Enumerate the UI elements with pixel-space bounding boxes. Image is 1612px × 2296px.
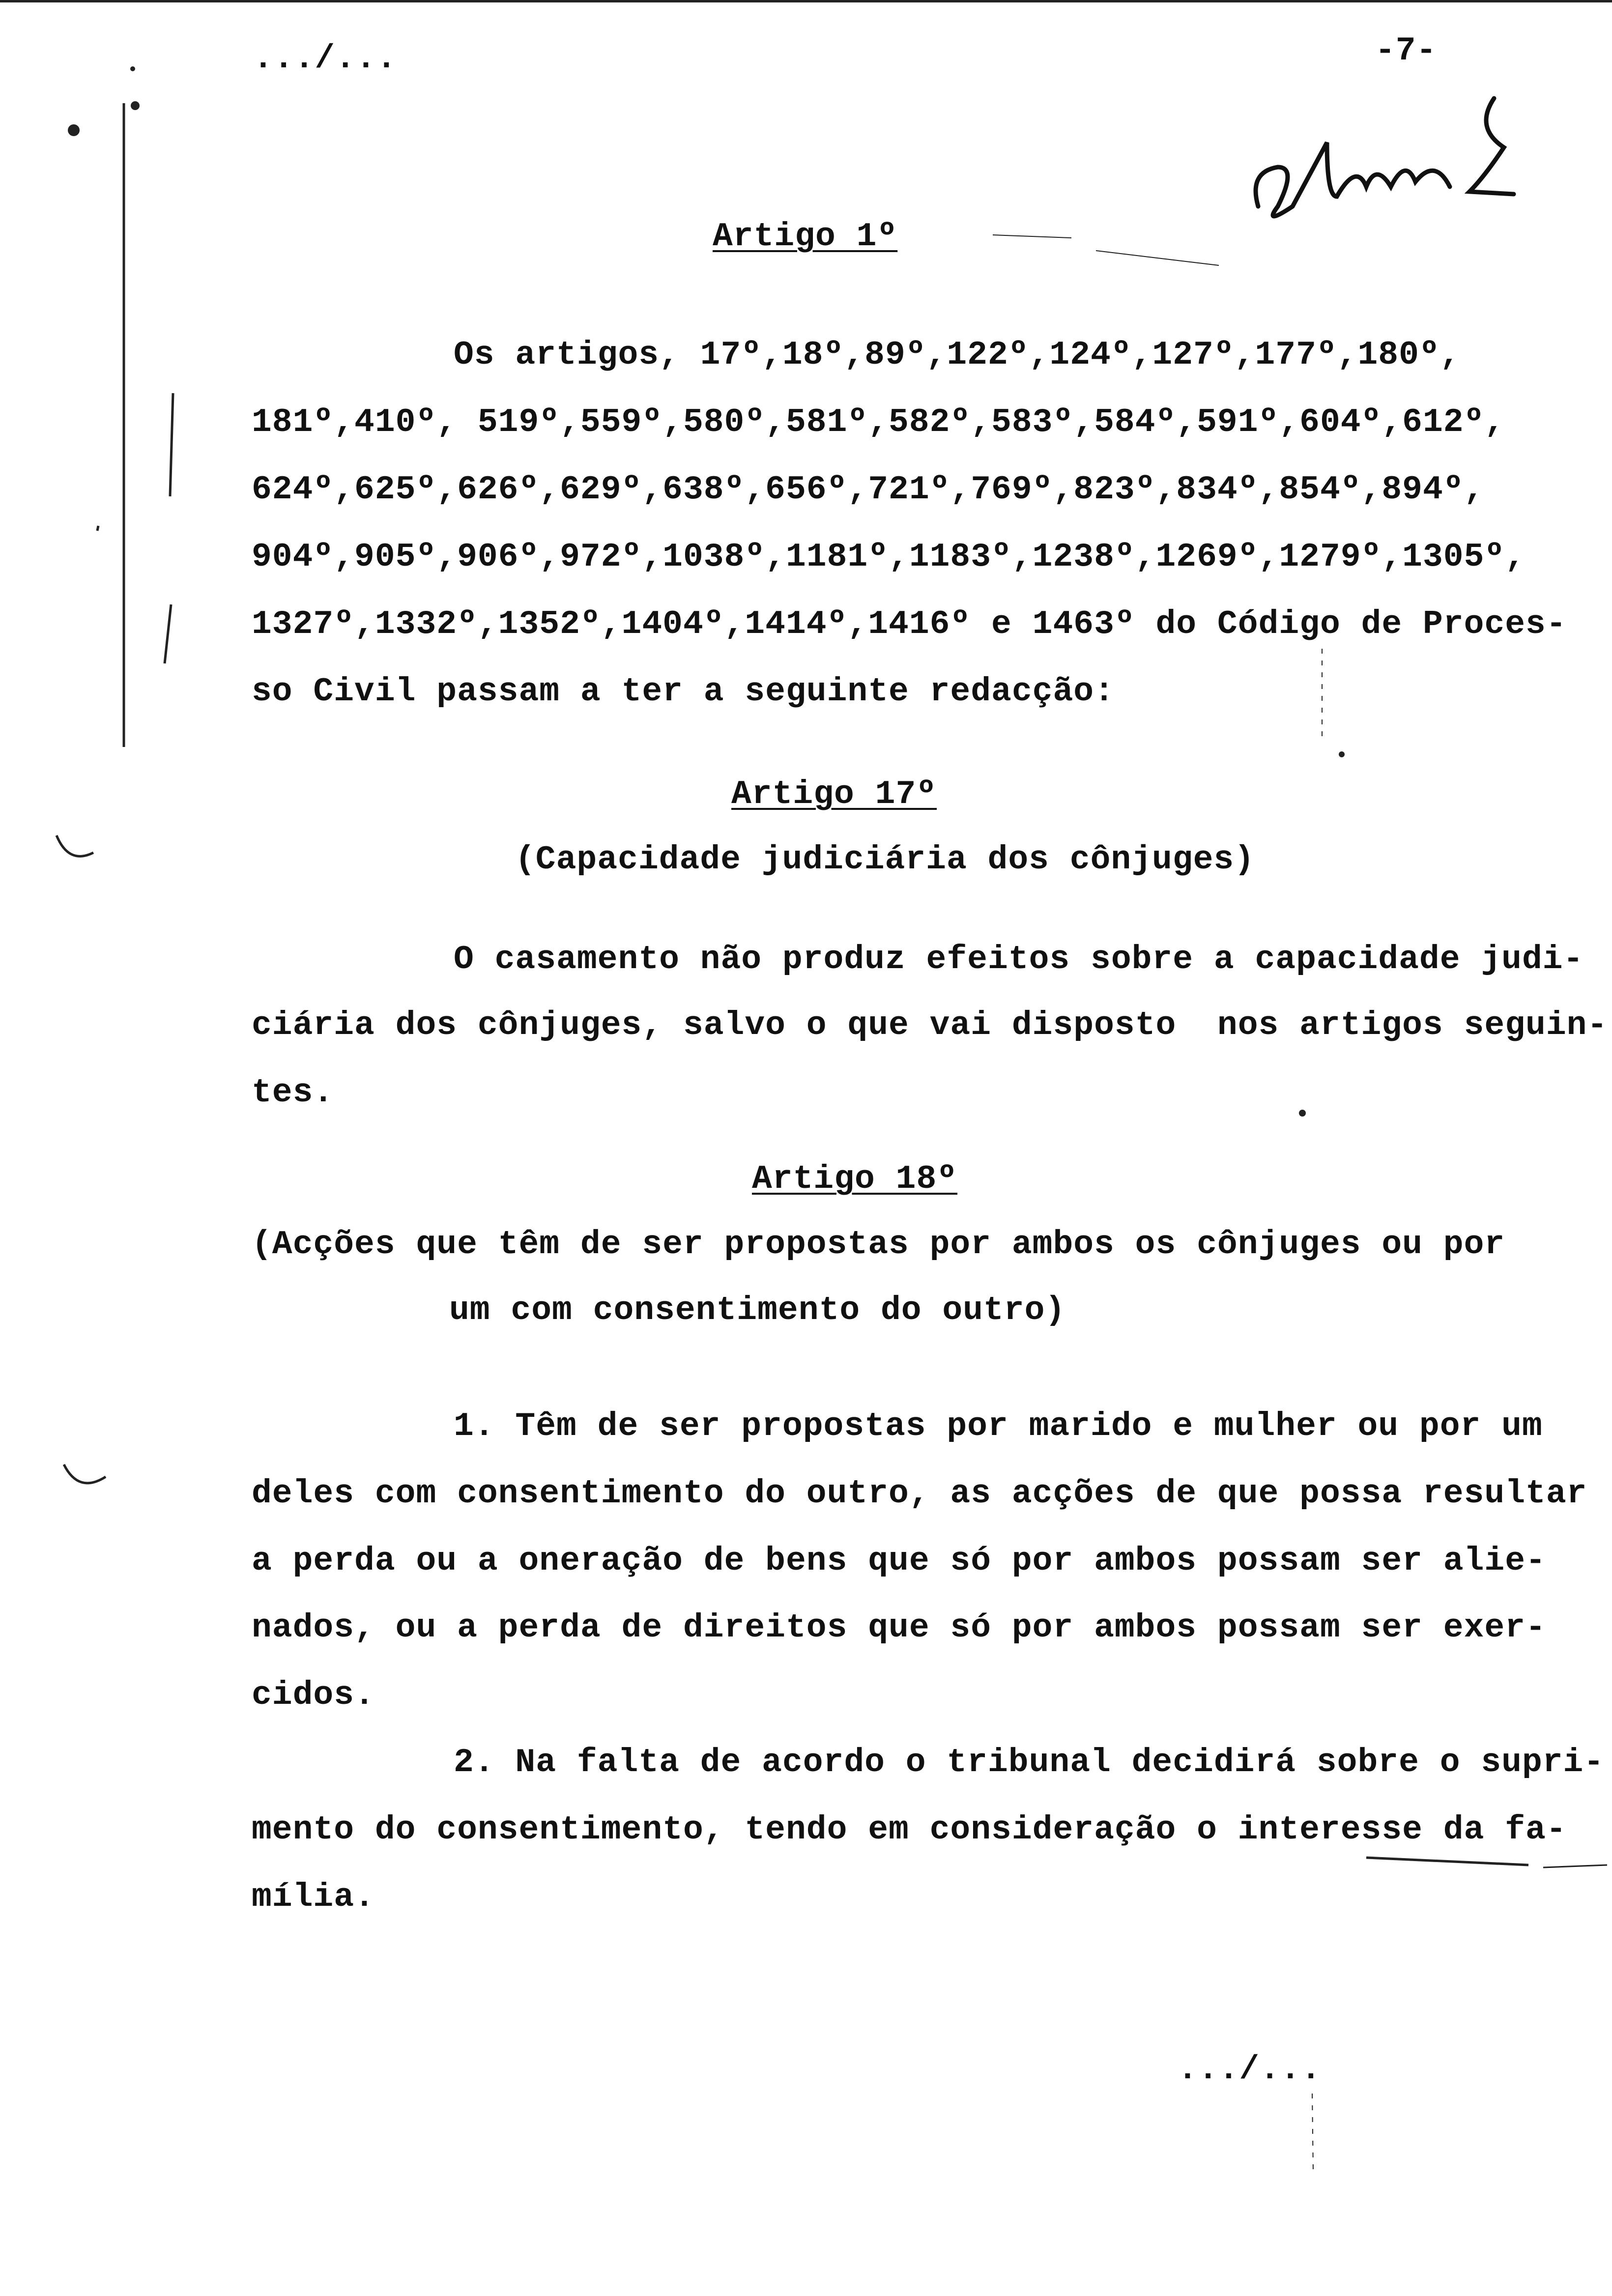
paragraph-1-line: 1. Têm de ser propostas por marido e mulher ou por um bbox=[454, 1407, 1543, 1445]
article-17-line: O casamento não produz efeitos sobre a capacidade judi- bbox=[454, 941, 1584, 978]
paragraph-1-line: a perda ou a oneração de bens que só por ambos possam ser alie- bbox=[252, 1542, 1546, 1580]
article-18-subtitle: (Acções que têm de ser propostas por ambos os cônjuges ou por bbox=[252, 1226, 1505, 1263]
article-1-line: 1327º,1332º,1352º,1404º,1414º,1416º e 1463º do Código de Proces- bbox=[252, 605, 1567, 643]
article-1-line: 904º,905º,906º,972º,1038º,1181º,1183º,1238º,1269º,1279º,1305º, bbox=[252, 538, 1526, 576]
article-17-line: ciária dos cônjuges, salvo o que vai disposto nos artigos seguin- bbox=[252, 1006, 1608, 1044]
article-17-subtitle: (Capacidade judiciária dos cônjuges) bbox=[515, 841, 1255, 879]
article-1-line: 181º,410º, 519º,559º,580º,581º,582º,583º,584º,591º,604º,612º, bbox=[252, 403, 1505, 441]
article-17-line: tes. bbox=[252, 1074, 334, 1112]
article-17-heading: Artigo 17º bbox=[731, 775, 937, 813]
paragraph-1-line: nados, ou a perda de direitos que só por ambos possam ser exer- bbox=[252, 1609, 1546, 1647]
continuation-marker-top: .../... bbox=[253, 40, 397, 78]
article-18-subtitle: um com consentimento do outro) bbox=[449, 1292, 1066, 1329]
paragraph-2-line: mília. bbox=[252, 1878, 375, 1916]
paragraph-2-line: mento do consentimento, tendo em consideração o interesse da fa- bbox=[252, 1811, 1567, 1849]
article-1-line: so Civil passam a ter a seguinte redacção: bbox=[252, 673, 1115, 711]
signature-mark bbox=[1256, 98, 1514, 216]
page-number: -7- bbox=[1375, 32, 1437, 70]
article-1-line: Os artigos, 17º,18º,89º,122º,124º,127º,177º,180º, bbox=[454, 336, 1461, 374]
article-18-heading: Artigo 18º bbox=[752, 1160, 958, 1198]
paragraph-1-line: cidos. bbox=[252, 1676, 375, 1714]
article-1-heading: Artigo 1º bbox=[713, 218, 898, 256]
paragraph-1-line: deles com consentimento do outro, as acções de que possa resultar bbox=[252, 1475, 1587, 1513]
continuation-marker-bottom: .../... bbox=[1178, 2051, 1322, 2089]
article-1-line: 624º,625º,626º,629º,638º,656º,721º,769º,823º,834º,854º,894º, bbox=[252, 471, 1485, 509]
paragraph-2-line: 2. Na falta de acordo o tribunal decidirá sobre o supri- bbox=[454, 1744, 1605, 1781]
